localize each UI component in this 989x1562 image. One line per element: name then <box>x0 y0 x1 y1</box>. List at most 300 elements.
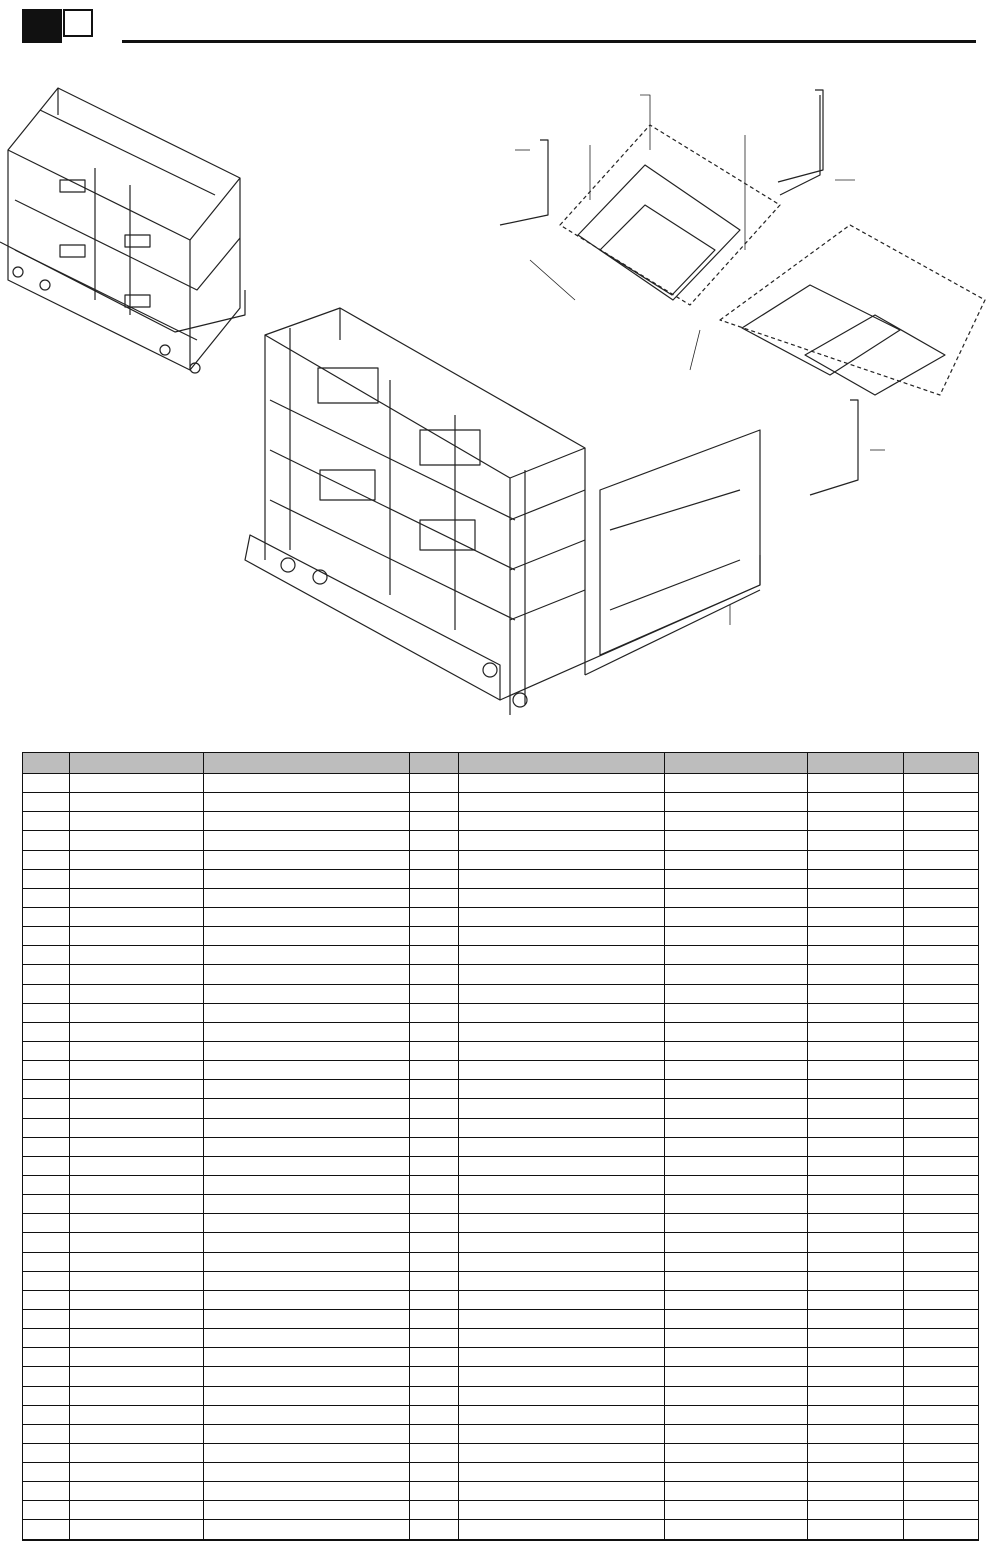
table-cell <box>808 1080 904 1099</box>
table-cell <box>665 850 808 869</box>
table-cell <box>665 1520 808 1540</box>
table-cell <box>459 812 665 831</box>
table-cell <box>70 1443 204 1462</box>
table-cell <box>904 831 979 850</box>
upper-tray-assembly <box>560 95 820 305</box>
parts-list-table <box>22 752 979 1541</box>
table-cell <box>904 1386 979 1405</box>
table-cell <box>410 888 459 907</box>
table-cell <box>808 1520 904 1540</box>
table-cell <box>70 774 204 793</box>
table-cell <box>410 1290 459 1309</box>
table-cell <box>204 1003 410 1022</box>
table-cell <box>23 888 70 907</box>
table-cell <box>70 1520 204 1540</box>
table-cell <box>70 1290 204 1309</box>
parts-table-body <box>23 774 979 1540</box>
table-cell <box>808 1061 904 1080</box>
table-cell <box>665 831 808 850</box>
table-cell <box>904 907 979 926</box>
table-cell <box>808 869 904 888</box>
table-cell <box>904 1290 979 1309</box>
table-cell <box>204 1252 410 1271</box>
table-cell <box>70 1118 204 1137</box>
table-row <box>23 831 979 850</box>
table-cell <box>665 1175 808 1194</box>
table-cell <box>410 1195 459 1214</box>
table-cell <box>808 1252 904 1271</box>
table-cell <box>204 1501 410 1520</box>
col-header <box>410 753 459 774</box>
table-cell <box>23 1290 70 1309</box>
table-cell <box>808 1405 904 1424</box>
table-cell <box>904 1233 979 1252</box>
table-cell <box>410 1233 459 1252</box>
table-cell <box>904 1118 979 1137</box>
table-cell <box>204 793 410 812</box>
table-cell <box>410 1061 459 1080</box>
table-cell <box>808 1309 904 1328</box>
table-cell <box>70 1137 204 1156</box>
table-row <box>23 1041 979 1060</box>
table-cell <box>904 1424 979 1443</box>
table-cell <box>23 1214 70 1233</box>
table-cell <box>904 1022 979 1041</box>
table-cell <box>665 1252 808 1271</box>
table-cell <box>459 907 665 926</box>
table-cell <box>204 965 410 984</box>
col-header <box>70 753 204 774</box>
table-cell <box>665 1156 808 1175</box>
table-cell <box>70 907 204 926</box>
table-cell <box>808 965 904 984</box>
table-cell <box>904 1405 979 1424</box>
table-cell <box>904 812 979 831</box>
table-cell <box>70 1405 204 1424</box>
table-cell <box>410 1022 459 1041</box>
table-row <box>23 1214 979 1233</box>
table-cell <box>410 1367 459 1386</box>
table-row <box>23 1195 979 1214</box>
table-cell <box>410 1080 459 1099</box>
table-cell <box>204 1061 410 1080</box>
table-cell <box>23 1501 70 1520</box>
table-cell <box>70 1233 204 1252</box>
table-cell <box>23 1022 70 1041</box>
col-header <box>808 753 904 774</box>
table-cell <box>808 1463 904 1482</box>
table-cell <box>904 1041 979 1060</box>
col-header <box>665 753 808 774</box>
table-cell <box>459 1482 665 1501</box>
table-cell <box>665 1386 808 1405</box>
table-cell <box>23 1156 70 1175</box>
table-cell <box>904 1080 979 1099</box>
table-cell <box>204 1290 410 1309</box>
table-row <box>23 1367 979 1386</box>
table-cell <box>23 1041 70 1060</box>
table-cell <box>23 1271 70 1290</box>
table-cell <box>23 831 70 850</box>
table-cell <box>459 1080 665 1099</box>
col-header <box>904 753 979 774</box>
table-cell <box>70 927 204 946</box>
table-row <box>23 1463 979 1482</box>
table-cell <box>665 1309 808 1328</box>
table-cell <box>70 1348 204 1367</box>
table-cell <box>410 812 459 831</box>
table-cell <box>904 888 979 907</box>
table-cell <box>23 946 70 965</box>
table-cell <box>70 1214 204 1233</box>
table-cell <box>70 1501 204 1520</box>
table-cell <box>410 1348 459 1367</box>
table-cell <box>204 984 410 1003</box>
table-cell <box>808 1099 904 1118</box>
table-row <box>23 1080 979 1099</box>
table-row <box>23 1137 979 1156</box>
table-cell <box>665 965 808 984</box>
table-cell <box>808 1329 904 1348</box>
table-cell <box>904 1367 979 1386</box>
table-cell <box>459 1348 665 1367</box>
table-cell <box>23 793 70 812</box>
table-cell <box>204 831 410 850</box>
table-cell <box>665 1424 808 1443</box>
table-row <box>23 1405 979 1424</box>
table-cell <box>204 850 410 869</box>
table-cell <box>410 927 459 946</box>
table-cell <box>410 907 459 926</box>
table-cell <box>904 1348 979 1367</box>
table-cell <box>904 1309 979 1328</box>
section-marker-box <box>63 9 93 37</box>
table-cell <box>808 1175 904 1194</box>
table-cell <box>70 1080 204 1099</box>
table-row <box>23 793 979 812</box>
col-header <box>23 753 70 774</box>
table-row <box>23 927 979 946</box>
table-cell <box>23 1520 70 1540</box>
table-cell <box>665 1233 808 1252</box>
table-cell <box>665 1271 808 1290</box>
table-cell <box>204 1137 410 1156</box>
table-cell <box>23 1348 70 1367</box>
table-cell <box>23 1424 70 1443</box>
table-cell <box>665 1482 808 1501</box>
table-cell <box>23 965 70 984</box>
table-cell <box>665 1099 808 1118</box>
table-cell <box>204 774 410 793</box>
table-cell <box>204 1175 410 1194</box>
table-cell <box>70 793 204 812</box>
table-cell <box>204 1367 410 1386</box>
table-cell <box>204 1118 410 1137</box>
table-cell <box>459 1022 665 1041</box>
section-marker-block <box>22 9 62 43</box>
table-cell <box>70 1386 204 1405</box>
table-cell <box>70 850 204 869</box>
table-cell <box>665 1290 808 1309</box>
table-cell <box>808 1137 904 1156</box>
table-cell <box>23 812 70 831</box>
table-cell <box>459 1463 665 1482</box>
table-cell <box>665 1501 808 1520</box>
table-row <box>23 1424 979 1443</box>
table-cell <box>410 1099 459 1118</box>
table-cell <box>808 774 904 793</box>
table-row <box>23 1252 979 1271</box>
table-cell <box>23 869 70 888</box>
table-cell <box>904 869 979 888</box>
table-cell <box>904 1329 979 1348</box>
table-row <box>23 888 979 907</box>
table-cell <box>204 888 410 907</box>
table-cell <box>204 1271 410 1290</box>
table-cell <box>410 774 459 793</box>
table-cell <box>410 1463 459 1482</box>
table-cell <box>904 850 979 869</box>
table-cell <box>204 1482 410 1501</box>
table-cell <box>904 1003 979 1022</box>
table-cell <box>70 1061 204 1080</box>
table-cell <box>808 1443 904 1462</box>
table-cell <box>23 1463 70 1482</box>
table-cell <box>410 1424 459 1443</box>
table-cell <box>459 1520 665 1540</box>
table-cell <box>204 927 410 946</box>
table-cell <box>70 1252 204 1271</box>
table-cell <box>904 1520 979 1540</box>
table-cell <box>23 1099 70 1118</box>
table-cell <box>70 812 204 831</box>
table-cell <box>70 1195 204 1214</box>
table-cell <box>665 1061 808 1080</box>
table-cell <box>204 1424 410 1443</box>
table-cell <box>70 1329 204 1348</box>
table-cell <box>459 1309 665 1328</box>
table-cell <box>904 1463 979 1482</box>
table-cell <box>808 850 904 869</box>
table-row <box>23 1348 979 1367</box>
table-cell <box>23 984 70 1003</box>
table-cell <box>808 1156 904 1175</box>
table-cell <box>904 1137 979 1156</box>
table-cell <box>23 1386 70 1405</box>
table-cell <box>459 1233 665 1252</box>
table-cell <box>23 1405 70 1424</box>
table-cell <box>70 869 204 888</box>
table-cell <box>23 1003 70 1022</box>
overview-frame-thumbnail <box>0 88 245 373</box>
table-cell <box>459 984 665 1003</box>
table-row <box>23 869 979 888</box>
table-cell <box>23 1443 70 1462</box>
table-cell <box>410 984 459 1003</box>
table-cell <box>904 1482 979 1501</box>
table-cell <box>459 1003 665 1022</box>
table-cell <box>904 1214 979 1233</box>
table-cell <box>410 1252 459 1271</box>
table-cell <box>410 1329 459 1348</box>
table-cell <box>459 1386 665 1405</box>
col-header <box>459 753 665 774</box>
table-cell <box>410 850 459 869</box>
table-cell <box>808 1501 904 1520</box>
table-cell <box>459 1118 665 1137</box>
table-cell <box>204 1348 410 1367</box>
table-cell <box>204 869 410 888</box>
table-cell <box>204 1041 410 1060</box>
table-cell <box>665 907 808 926</box>
table-row <box>23 1022 979 1041</box>
table-cell <box>808 831 904 850</box>
table-cell <box>70 1424 204 1443</box>
table-cell <box>204 1309 410 1328</box>
table-cell <box>204 1463 410 1482</box>
table-cell <box>410 1482 459 1501</box>
table-row <box>23 946 979 965</box>
table-cell <box>410 1520 459 1540</box>
table-cell <box>70 1156 204 1175</box>
table-cell <box>904 1195 979 1214</box>
table-cell <box>70 1463 204 1482</box>
table-cell <box>204 812 410 831</box>
table-cell <box>665 1003 808 1022</box>
table-row <box>23 1520 979 1540</box>
table-cell <box>459 1501 665 1520</box>
table-row <box>23 774 979 793</box>
table-cell <box>23 1175 70 1194</box>
table-cell <box>665 1118 808 1137</box>
table-cell <box>665 1463 808 1482</box>
table-cell <box>459 1367 665 1386</box>
table-cell <box>410 1309 459 1328</box>
table-cell <box>665 1443 808 1462</box>
table-cell <box>204 1099 410 1118</box>
table-cell <box>665 1367 808 1386</box>
table-cell <box>808 1214 904 1233</box>
table-cell <box>808 984 904 1003</box>
table-cell <box>70 1367 204 1386</box>
table-cell <box>808 793 904 812</box>
table-cell <box>904 1443 979 1462</box>
table-row <box>23 1156 979 1175</box>
table-cell <box>904 1156 979 1175</box>
right-tray-assembly <box>720 225 985 395</box>
table-cell <box>808 1195 904 1214</box>
table-cell <box>459 1137 665 1156</box>
table-cell <box>904 927 979 946</box>
table-cell <box>23 927 70 946</box>
table-cell <box>904 946 979 965</box>
table-row <box>23 1290 979 1309</box>
table-cell <box>808 907 904 926</box>
table-cell <box>808 1041 904 1060</box>
table-cell <box>904 774 979 793</box>
table-cell <box>23 1252 70 1271</box>
table-cell <box>808 1424 904 1443</box>
table-cell <box>410 1003 459 1022</box>
table-cell <box>665 888 808 907</box>
table-row <box>23 907 979 926</box>
table-cell <box>23 907 70 926</box>
table-cell <box>204 1022 410 1041</box>
table-cell <box>665 984 808 1003</box>
table-cell <box>23 1233 70 1252</box>
table-cell <box>808 1271 904 1290</box>
table-row <box>23 812 979 831</box>
table-cell <box>70 1309 204 1328</box>
table-row <box>23 1099 979 1118</box>
table-cell <box>665 1022 808 1041</box>
table-cell <box>410 1386 459 1405</box>
table-cell <box>808 1290 904 1309</box>
table-cell <box>410 1156 459 1175</box>
table-cell <box>70 1482 204 1501</box>
table-cell <box>904 1271 979 1290</box>
table-cell <box>70 1175 204 1194</box>
table-cell <box>70 831 204 850</box>
table-cell <box>204 1214 410 1233</box>
table-cell <box>808 888 904 907</box>
table-cell <box>204 1520 410 1540</box>
table-row <box>23 1233 979 1252</box>
table-cell <box>459 1290 665 1309</box>
table-cell <box>665 1195 808 1214</box>
table-cell <box>665 1329 808 1348</box>
table-cell <box>904 1252 979 1271</box>
col-header <box>204 753 410 774</box>
table-cell <box>665 869 808 888</box>
table-cell <box>459 1329 665 1348</box>
table-cell <box>410 869 459 888</box>
table-cell <box>459 831 665 850</box>
table-cell <box>23 850 70 869</box>
table-cell <box>70 946 204 965</box>
table-cell <box>459 1175 665 1194</box>
table-cell <box>459 1099 665 1118</box>
table-cell <box>808 927 904 946</box>
table-cell <box>459 1424 665 1443</box>
exploded-view-diagram <box>0 50 989 730</box>
table-row <box>23 1386 979 1405</box>
table-cell <box>459 1271 665 1290</box>
table-cell <box>665 812 808 831</box>
table-cell <box>459 793 665 812</box>
table-cell <box>410 1041 459 1060</box>
table-cell <box>23 1118 70 1137</box>
table-cell <box>459 1443 665 1462</box>
table-cell <box>204 1386 410 1405</box>
table-cell <box>410 1175 459 1194</box>
table-cell <box>410 1443 459 1462</box>
table-cell <box>808 1482 904 1501</box>
table-cell <box>904 1061 979 1080</box>
table-cell <box>23 1309 70 1328</box>
table-cell <box>70 1022 204 1041</box>
table-cell <box>410 1118 459 1137</box>
table-cell <box>410 1137 459 1156</box>
table-cell <box>904 1099 979 1118</box>
table-row <box>23 850 979 869</box>
main-frame <box>245 308 760 715</box>
table-cell <box>410 1405 459 1424</box>
table-cell <box>665 1405 808 1424</box>
table-cell <box>70 888 204 907</box>
table-cell <box>665 946 808 965</box>
table-cell <box>23 1061 70 1080</box>
